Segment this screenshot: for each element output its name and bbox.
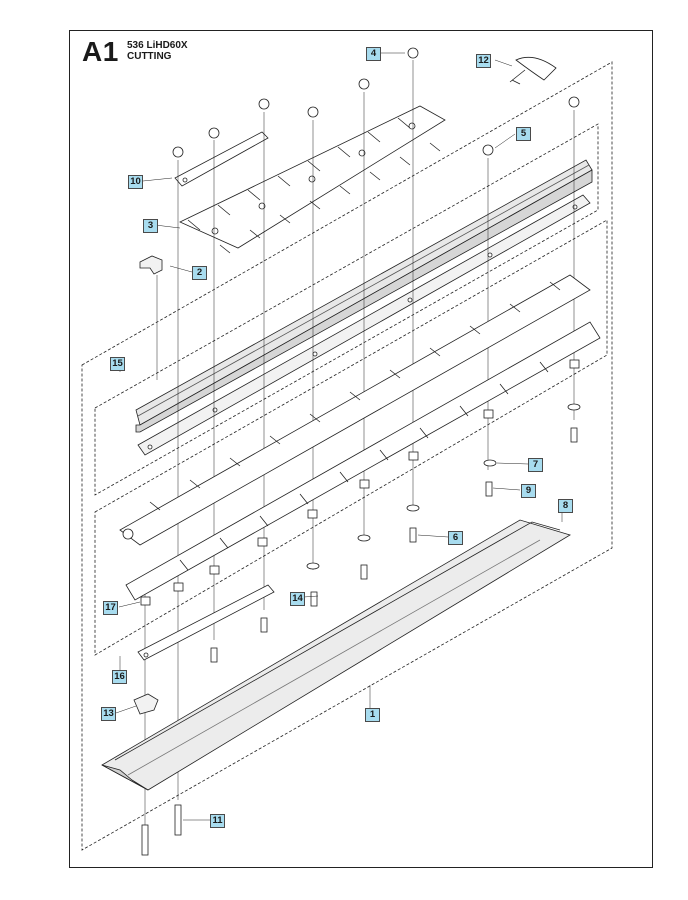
callout-3: 3 — [143, 219, 158, 233]
callout-2: 2 — [192, 266, 207, 280]
link-plate — [175, 132, 268, 186]
clip-bottom — [134, 694, 158, 714]
callout-16: 16 — [112, 670, 127, 684]
callout-9: 9 — [521, 484, 536, 498]
callout-17: 17 — [103, 601, 118, 615]
callout-10: 10 — [128, 175, 143, 189]
callout-4: 4 — [366, 47, 381, 61]
callout-15: 15 — [110, 357, 125, 371]
callout-1: 1 — [365, 708, 380, 722]
callout-5: 5 — [516, 127, 531, 141]
model-name: 536 LiHD60X — [127, 40, 188, 51]
callout-12: 12 — [476, 54, 491, 68]
upper-blade — [180, 106, 445, 253]
callout-13: 13 — [101, 707, 116, 721]
section-title: CUTTING — [127, 51, 172, 62]
sheet-code: A1 — [82, 36, 119, 67]
callout-14: 14 — [290, 592, 305, 606]
lower-plate — [138, 585, 274, 660]
callout-8: 8 — [558, 499, 573, 513]
clip-top — [140, 256, 162, 274]
key — [510, 57, 556, 84]
callout-7: 7 — [528, 458, 543, 472]
callout-11: 11 — [210, 814, 225, 828]
callout-6: 6 — [448, 531, 463, 545]
